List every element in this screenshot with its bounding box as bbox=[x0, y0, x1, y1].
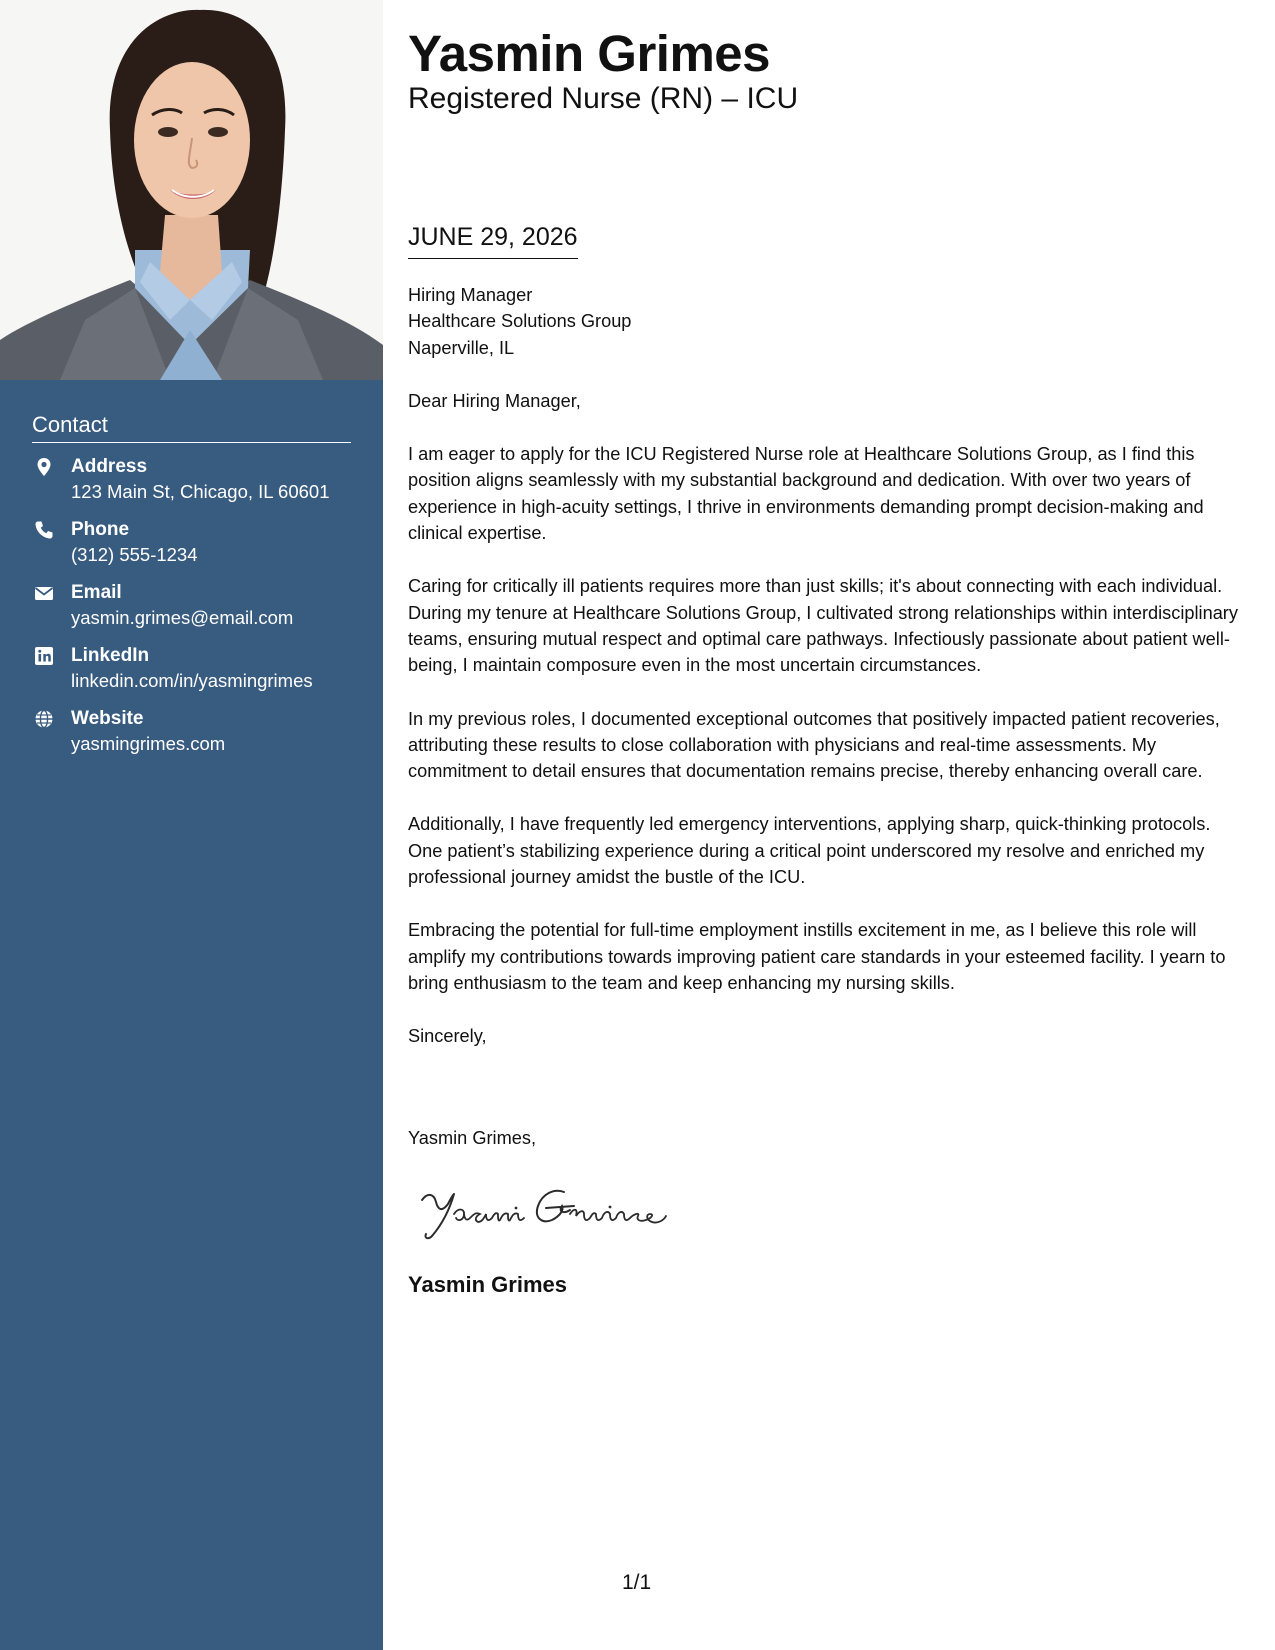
salutation: Dear Hiring Manager, bbox=[408, 390, 581, 411]
recipient-block bbox=[408, 282, 1248, 361]
contact-item-phone bbox=[32, 518, 351, 581]
phone-icon bbox=[34, 520, 54, 540]
letter-paragraph: Additionally, I have frequently led emergency interventions, applying sharp, quick-thinking protocols. One patient’s stabilizing experience during a critical point underscored my resolve and enriched my professional journey amidst the bustle of the ICU. bbox=[408, 814, 1211, 888]
globe-icon bbox=[34, 709, 54, 729]
recipient-line: Naperville, IL bbox=[408, 337, 515, 358]
job-title: Registered Nurse (RN) – ICU bbox=[408, 82, 799, 115]
sidebar bbox=[0, 0, 383, 1650]
linkedin-icon bbox=[34, 646, 54, 666]
recipient-line: Hiring Manager bbox=[408, 285, 533, 305]
contact-item-website bbox=[32, 707, 351, 770]
portrait-illustration bbox=[0, 0, 383, 380]
printed-name: Yasmin Grimes bbox=[408, 1272, 567, 1297]
address-value: 123 Main St, Chicago, IL 60601 bbox=[71, 481, 330, 502]
contact-label: Email bbox=[71, 582, 122, 603]
map-pin-icon bbox=[34, 457, 54, 477]
letter-paragraph: Caring for critically ill patients requires more than just skills; it's about connecting with each individual. During my tenure at Healthcare Solutions Group, I cultivated strong relationships within interdisciplinary teams, ensuring mutual respect and optimal care pathways. Infectiously passionate about patient well-being, I maintain composure even in the most uncertain circumstances. bbox=[408, 576, 1238, 676]
phone-value: (312) 555-1234 bbox=[71, 544, 198, 565]
letter-date: JUNE 29, 2026 bbox=[408, 223, 578, 259]
contact-heading: Contact bbox=[32, 412, 351, 443]
contact-item-email bbox=[32, 581, 351, 644]
email-value[interactable]: yasmin.grimes@email.com bbox=[71, 607, 294, 628]
closing-name: Yasmin Grimes, bbox=[408, 1128, 537, 1148]
contact-label: Address bbox=[71, 456, 148, 477]
profile-photo bbox=[0, 0, 383, 380]
page-number: 1/1 bbox=[622, 1571, 652, 1594]
contact-section bbox=[32, 412, 351, 770]
linkedin-value[interactable]: linkedin.com/in/yasmingrimes bbox=[71, 670, 313, 691]
website-value[interactable]: yasmingrimes.com bbox=[71, 733, 226, 754]
contact-item-linkedin bbox=[32, 644, 351, 707]
closing: Sincerely, bbox=[408, 1026, 487, 1047]
letter-paragraph: In my previous roles, I documented exceptional outcomes that positively impacted patient recoveries, attributing these results to close collaboration with physicians and real-time assessments. My commitment to detail ensures that documentation remains precise, thereby enhancing overall care. bbox=[408, 708, 1220, 782]
envelope-icon bbox=[34, 583, 54, 603]
recipient-line: Healthcare Solutions Group bbox=[408, 311, 632, 332]
letter-paragraph: Embracing the potential for full-time employment instills excitement in me, as I believe this role will amplify my contributions towards improving patient care standards in your esteemed facility. I yearn to bring enthusiasm to the team and keep enhancing my nursing skills. bbox=[408, 920, 1226, 993]
handwritten-signature bbox=[414, 1178, 674, 1253]
contact-item-address bbox=[32, 455, 351, 518]
contact-label: LinkedIn bbox=[71, 645, 150, 666]
contact-label: Website bbox=[71, 708, 144, 729]
applicant-name: Yasmin Grimes bbox=[408, 25, 771, 82]
letter-paragraph: I am eager to apply for the ICU Registered Nurse role at Healthcare Solutions Group, as I find this position aligns seamlessly with my substantial background and dedication. With over two years of experience in high-acuity settings, I thrive in environments demanding prompt decision-making and clinical expertise. bbox=[408, 444, 1204, 544]
letter-body bbox=[408, 282, 1248, 1050]
contact-label: Phone bbox=[71, 519, 130, 540]
